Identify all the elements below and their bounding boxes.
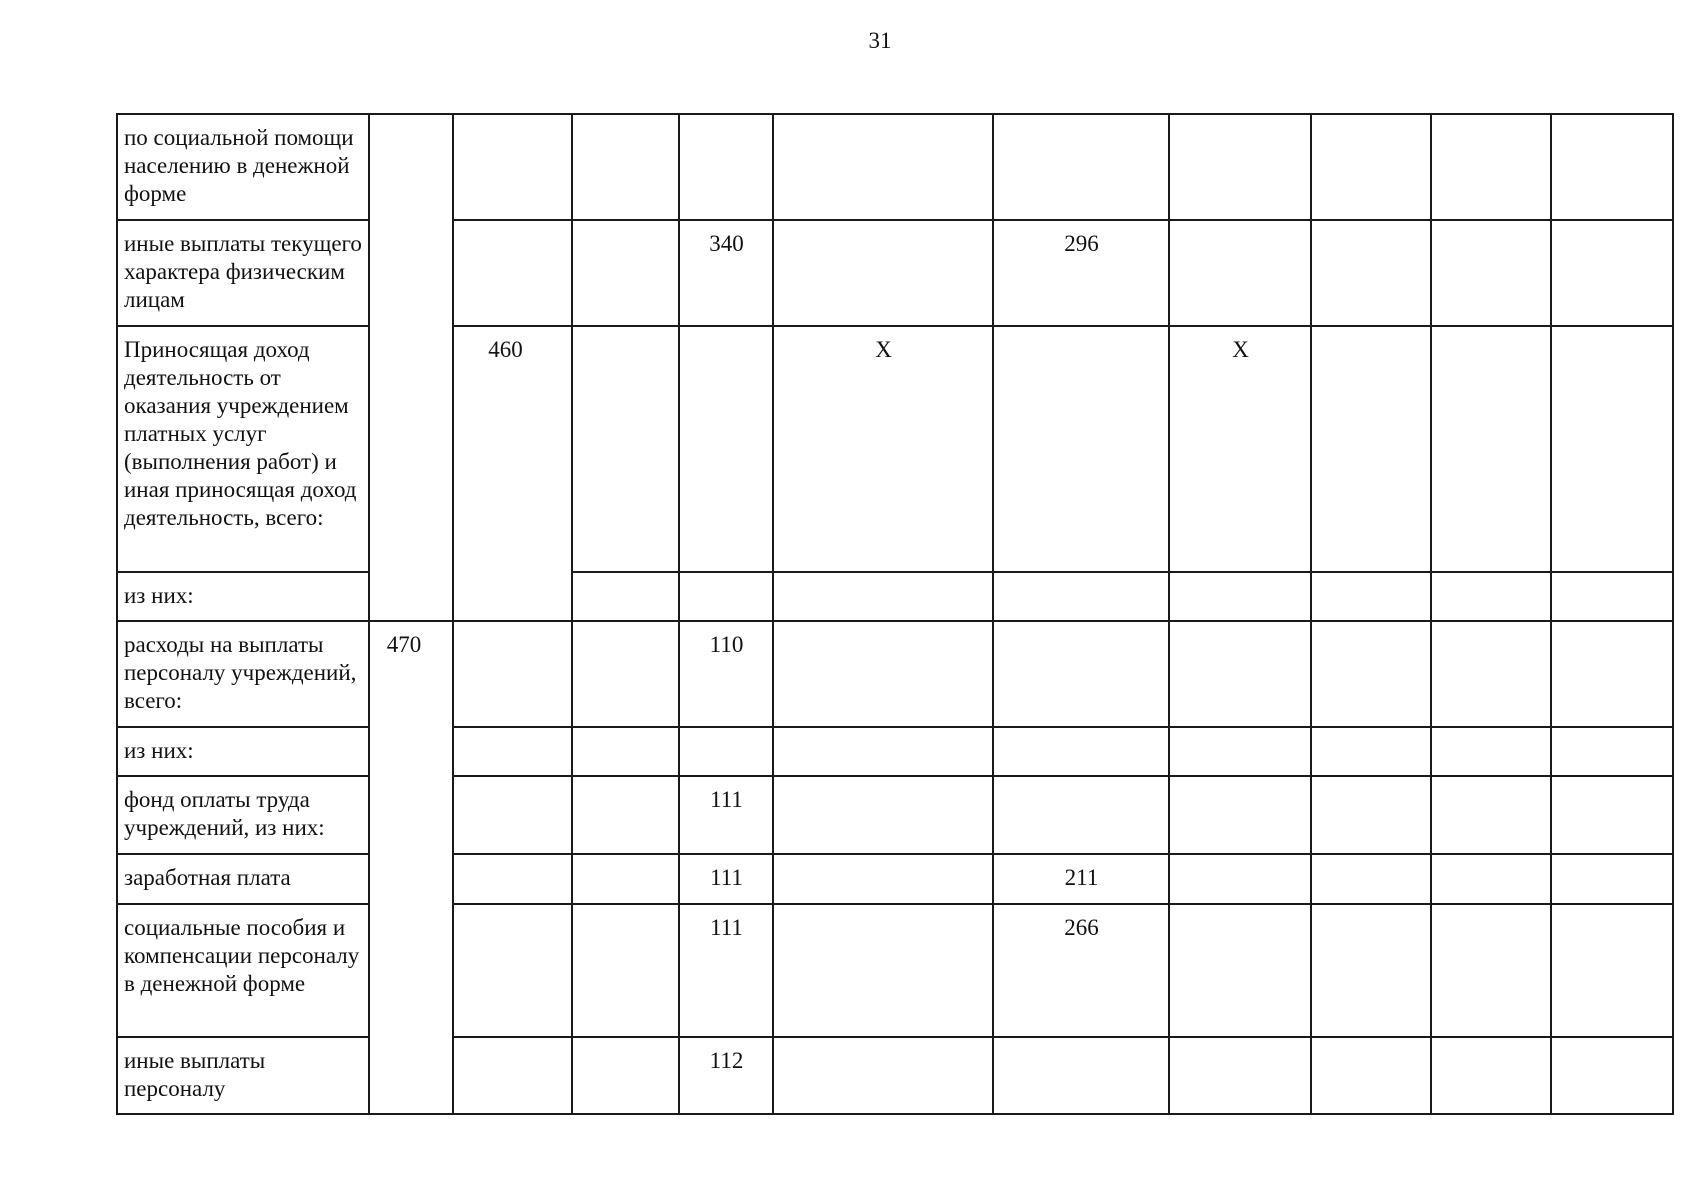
row-code: 470 (369, 621, 453, 1114)
table-cell (1169, 114, 1311, 220)
kosgu-cell (993, 621, 1169, 727)
table-row (117, 220, 1673, 326)
table-cell (993, 572, 1169, 621)
kosgu-cell: 296 (993, 220, 1169, 326)
table-cell (1169, 854, 1311, 904)
table-cell (1431, 727, 1551, 776)
kvr-cell: X (773, 326, 993, 572)
table-cell (1311, 776, 1431, 854)
table-cell (1311, 220, 1431, 326)
table-cell (993, 326, 1169, 572)
kvr-cell: 112 (679, 1037, 773, 1114)
row-label: Приносящая доход деятельность от оказания учреждением платных услуг (выполнения работ) и иная приносящая доход деятельность, всего: (117, 326, 369, 572)
kvr-cell: 111 (679, 776, 773, 854)
table-cell (453, 904, 572, 1037)
table-cell (1551, 776, 1673, 854)
table-cell (1311, 114, 1431, 220)
table-cell (572, 1037, 679, 1114)
table-cell (1551, 326, 1673, 572)
table-row (117, 727, 1673, 776)
table-cell (572, 904, 679, 1037)
table-cell (773, 904, 993, 1037)
table-cell (572, 854, 679, 904)
kosgu-cell (1169, 572, 1311, 621)
row-label: иные выплаты текущего характера физическим лицам (117, 220, 369, 326)
table-cell (1431, 326, 1551, 572)
budget-table (116, 113, 1674, 1115)
table-cell (773, 1037, 993, 1114)
table-cell (572, 114, 679, 220)
table-cell (1431, 776, 1551, 854)
table-row (117, 114, 1673, 220)
table-cell (773, 776, 993, 854)
kosgu-cell (993, 776, 1169, 854)
table-cell (1551, 572, 1673, 621)
kvr-cell: 111 (679, 854, 773, 904)
kvr-cell: 111 (679, 904, 773, 1037)
row-label: иные выплаты персоналу (117, 1037, 369, 1114)
table-cell (1431, 854, 1551, 904)
table-cell (1431, 621, 1551, 727)
table-row (117, 1037, 1673, 1114)
kvr-cell (679, 727, 773, 776)
table-cell (1431, 1037, 1551, 1114)
kosgu-cell (993, 1037, 1169, 1114)
table-row (117, 854, 1673, 904)
table-cell (1169, 621, 1311, 727)
table-cell (1169, 776, 1311, 854)
table-cell (1311, 904, 1431, 1037)
table-row (117, 621, 1673, 727)
row-label: фонд оплаты труда учреждений, из них: (117, 776, 369, 854)
kvr-cell: 110 (679, 621, 773, 727)
table-cell (1551, 904, 1673, 1037)
table-cell (773, 114, 993, 220)
kvr-cell: 340 (679, 220, 773, 326)
table-cell (1431, 220, 1551, 326)
table-row (117, 776, 1673, 854)
table-cell (1311, 854, 1431, 904)
table-cell (1551, 114, 1673, 220)
table-cell (453, 854, 572, 904)
table-cell (453, 776, 572, 854)
table-cell (572, 621, 679, 727)
table-cell (1551, 1037, 1673, 1114)
table-cell (1169, 727, 1311, 776)
table-cell (1551, 621, 1673, 727)
row-label: социальные пособия и компенсации персоналу в денежной форме (117, 904, 369, 1037)
row-label: из них: (117, 572, 369, 621)
table-cell (572, 776, 679, 854)
row-code: 460 (453, 326, 572, 621)
kvr-cell (679, 114, 773, 220)
table-cell (572, 572, 679, 621)
table-cell (1169, 220, 1311, 326)
row-label: заработная плата (117, 854, 369, 904)
kosgu-cell: X (1169, 326, 1311, 572)
table-cell (1431, 114, 1551, 220)
table-cell (1311, 1037, 1431, 1114)
table-cell (1431, 904, 1551, 1037)
table-cell (572, 220, 679, 326)
table-cell (1169, 1037, 1311, 1114)
table-cell (1311, 727, 1431, 776)
table-cell (1431, 572, 1551, 621)
table-cell (453, 220, 572, 326)
table-cell (1311, 572, 1431, 621)
table-cell (1169, 904, 1311, 1037)
table-cell (453, 1037, 572, 1114)
table-cell (1551, 220, 1673, 326)
table-cell (1311, 326, 1431, 572)
row-label: расходы на выплаты персоналу учреждений, всего: (117, 621, 369, 727)
table-row (117, 572, 1673, 621)
table-cell (773, 621, 993, 727)
table-cell (1551, 727, 1673, 776)
table-cell (453, 114, 572, 220)
kosgu-cell: 266 (993, 904, 1169, 1037)
row-code (369, 114, 453, 621)
table-cell (1551, 854, 1673, 904)
kosgu-cell (993, 727, 1169, 776)
page-number: 31 (868, 28, 892, 53)
table-cell (572, 326, 679, 572)
kosgu-cell: 211 (993, 854, 1169, 904)
table-cell (572, 727, 679, 776)
table-cell (679, 572, 773, 621)
kosgu-cell (993, 114, 1169, 220)
row-label: по социальной помощи населению в денежной форме (117, 114, 369, 220)
table-cell (453, 621, 572, 727)
table-cell (679, 326, 773, 572)
table-cell (1311, 621, 1431, 727)
table-cell (453, 727, 572, 776)
table-row (117, 326, 1673, 572)
table-row (117, 904, 1673, 1037)
table-cell (773, 854, 993, 904)
kvr-cell (773, 572, 993, 621)
table-cell (773, 727, 993, 776)
row-label: из них: (117, 727, 369, 776)
table-cell (773, 220, 993, 326)
